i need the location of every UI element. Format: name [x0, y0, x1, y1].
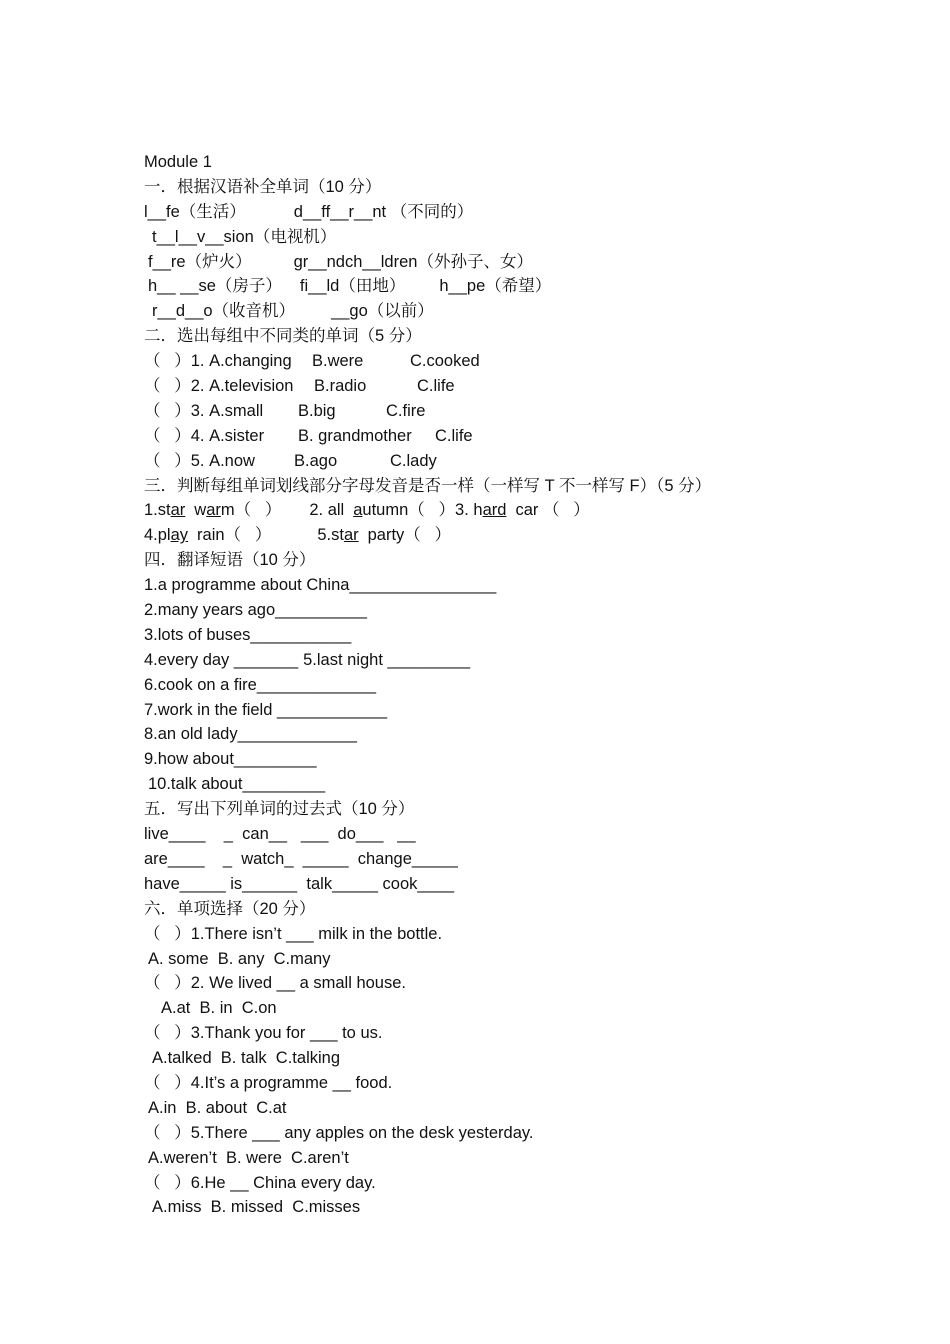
section-4-heading: 四．翻译短语（10 分）	[144, 551, 316, 570]
s5-row: are____ _ watch_ _____ change_____	[144, 849, 458, 868]
s4-item: 6.cook on a fire_____________	[144, 675, 377, 694]
page-title: Module 1	[144, 153, 212, 171]
s6-options: A.at B. in C.on	[161, 999, 277, 1018]
s1-row-4	[144, 274, 844, 299]
s3-row-2: 4.play rain（ ） 5.star party（ ）	[144, 526, 452, 545]
s6-options: A.in B. about C.at	[148, 1098, 287, 1117]
s4-item: 9.how about_________	[144, 750, 317, 769]
s6-options: A.talked B. talk C.talking	[152, 1049, 341, 1068]
s6-question: （ ）5.There ___ any apples on the desk yesterday.	[144, 1123, 534, 1142]
s4-item: 2.many years ago__________	[144, 601, 367, 620]
section-5-heading: 五．写出下列单词的过去式（10 分）	[144, 800, 415, 819]
s1-item-field: fi__ld（田地）	[299, 277, 406, 296]
s6-options: A.weren’t B. were C.aren’t	[148, 1148, 349, 1167]
s1-item-ago: __go（以前）	[331, 302, 434, 321]
section-1-heading: 一．根据汉语补全单词（10 分）	[144, 177, 382, 196]
s5-row: live____ _ can__ ___ do___ __	[144, 825, 416, 844]
s4-item: 10.talk about_________	[148, 775, 326, 794]
s2-item: （ ）1. A.changing B.were C.cooked	[144, 352, 480, 371]
s1-row-3	[144, 250, 844, 275]
s1-item-different: d__ff__r__nt （不同的）	[293, 202, 474, 221]
s1-item-fire: f__re（炉火）	[148, 252, 252, 271]
s4-item: 8.an old lady_____________	[144, 725, 357, 744]
s1-item-life: l__fe（生活）	[144, 202, 246, 221]
s6-options: A.miss B. missed C.misses	[152, 1198, 361, 1217]
s6-options: A. some B. any C.many	[148, 949, 331, 968]
s1-item-television: t__l__v__sion（电视机）	[152, 227, 337, 246]
s4-item: 4.every day _______ 5.last night _________	[144, 650, 471, 669]
s2-item: （ ）2. A.television B.radio C.life	[144, 377, 455, 396]
s1-item-radio: r__d__o（收音机）	[152, 302, 296, 321]
s6-question: （ ）6.He __ China every day.	[144, 1173, 376, 1192]
s6-question: （ ）1.There isn’t ___ milk in the bottle.	[144, 924, 443, 943]
s6-question: （ ）3.Thank you for ___ to us.	[144, 1024, 383, 1043]
section-2-heading: 二．选出每组中不同类的单词（5 分）	[144, 327, 422, 346]
s1-row-5	[144, 299, 844, 324]
section-3-heading: 三．判断每组单词划线部分字母发音是否一样（一样写 T 不一样写 F）（5 分）	[144, 476, 712, 495]
s1-item-hope: h__pe（希望）	[439, 277, 552, 296]
s6-question: （ ）2. We lived __ a small house.	[144, 974, 406, 993]
s4-item: 1.a programme about China________________	[144, 576, 497, 595]
s2-item: （ ）3. A.small B.big C.fire	[144, 401, 426, 420]
s4-item: 3.lots of buses___________	[144, 625, 352, 644]
s3-row-1: 1.star warm（ ） 2. all autumn（ ）3. hard car （ ）	[144, 501, 590, 520]
worksheet	[144, 150, 844, 1220]
s5-row: have_____ is______ talk_____ cook____	[144, 874, 455, 893]
s6-question: （ ）4.It’s a programme __ food.	[144, 1073, 393, 1092]
s1-item-house: h__ __se（房子）	[148, 277, 282, 296]
s2-item: （ ）4. A.sister B. grandmother C.life	[144, 426, 473, 445]
s1-item-grandchildren: gr__ndch__ldren（外孙子、女）	[293, 252, 533, 271]
s1-row-1	[144, 200, 844, 225]
s4-item: 7.work in the field ____________	[144, 700, 388, 719]
s2-item: （ ）5. A.now B.ago C.lady	[144, 451, 437, 470]
s1-row-2	[144, 225, 844, 250]
section-6-heading: 六．单项选择（20 分）	[144, 899, 316, 918]
